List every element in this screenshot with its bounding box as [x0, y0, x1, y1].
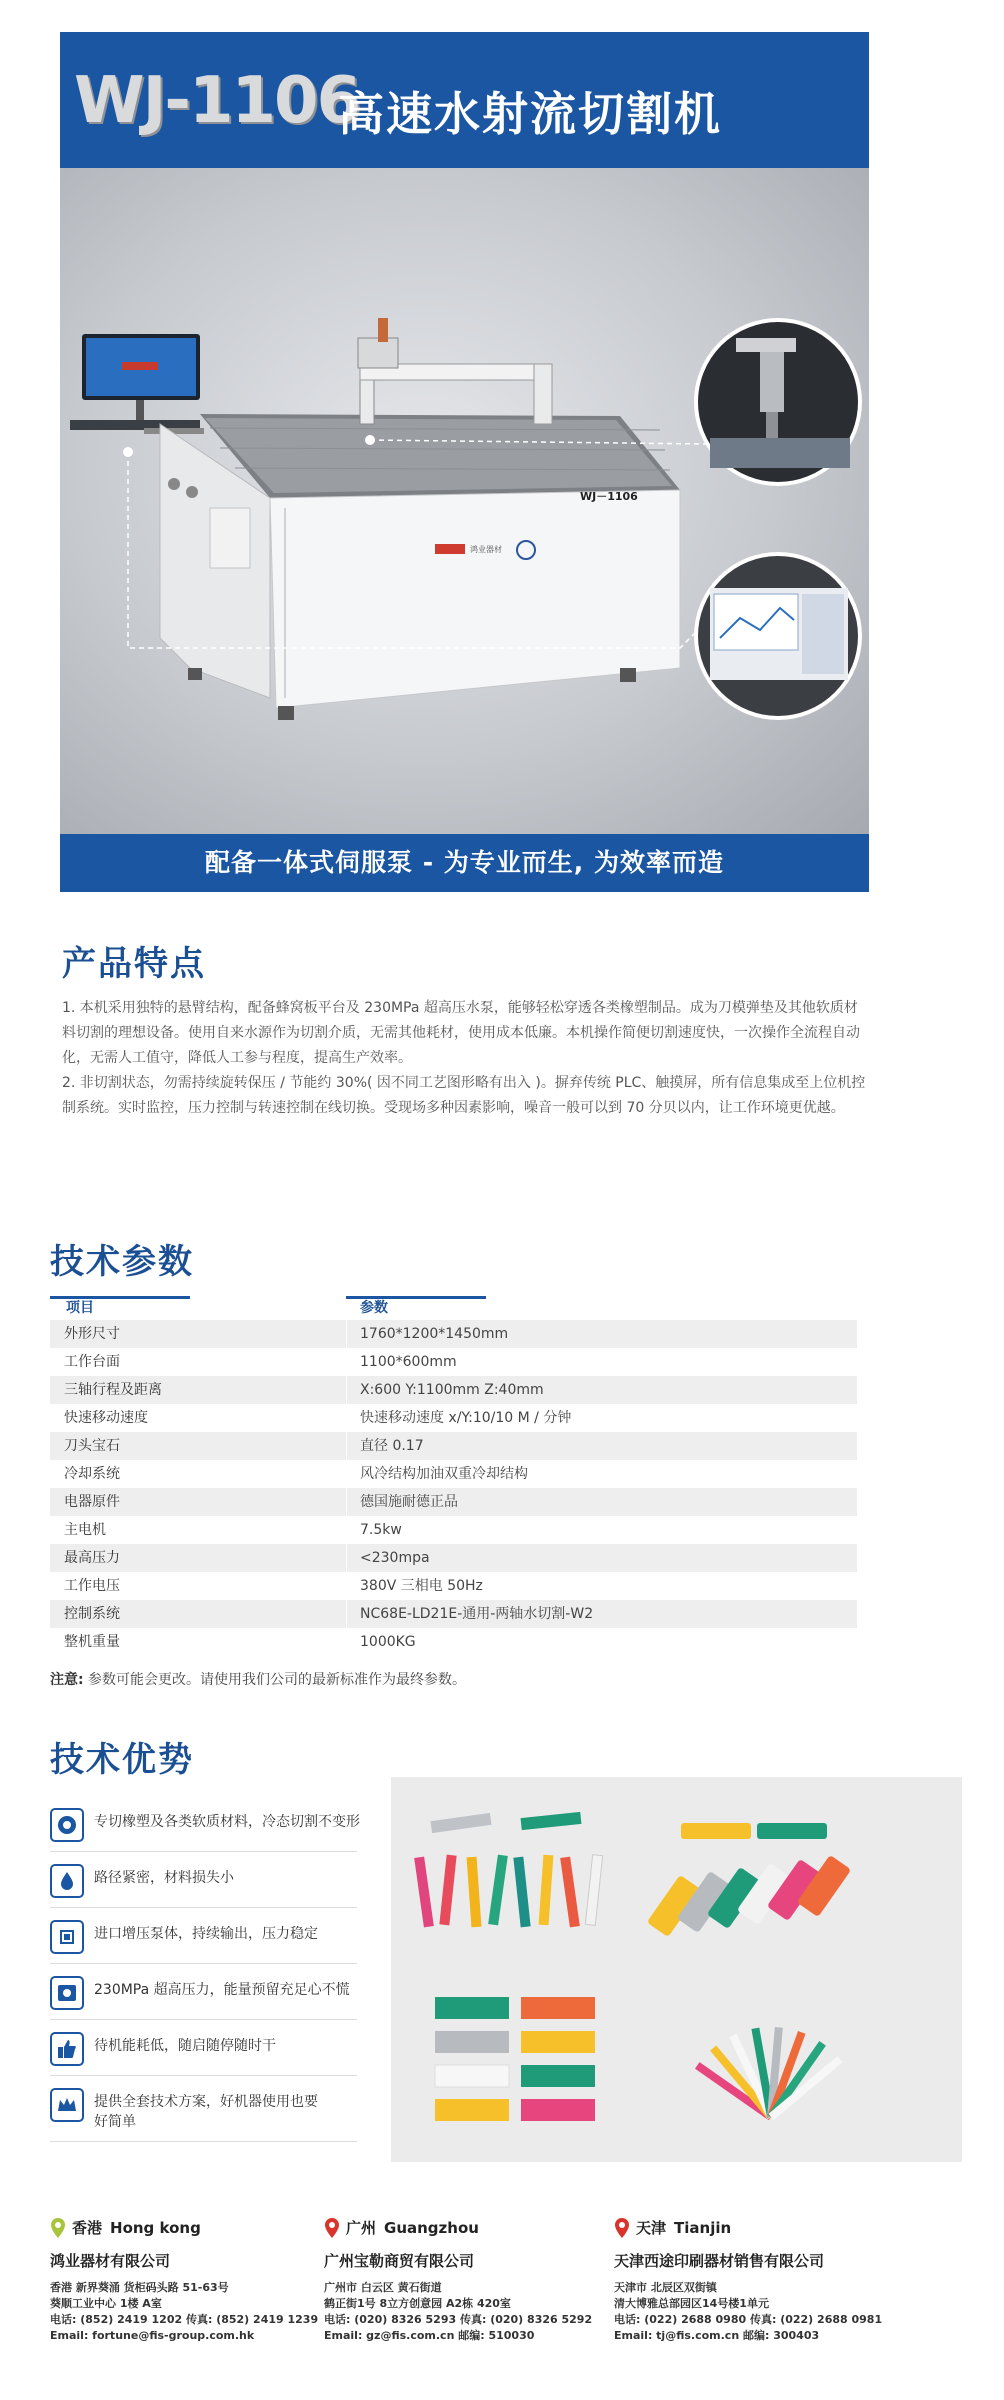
sample-products-image [391, 1777, 962, 2162]
advantage-text: 提供全套技术方案，好机器使用也要好简单 [94, 2094, 318, 2130]
table-row [50, 1628, 857, 1656]
spec-key: 最高压力 [64, 1550, 120, 1566]
city-name: 广州 [346, 2219, 377, 2237]
spec-key: 电器原件 [64, 1494, 120, 1510]
table-row [50, 1376, 857, 1404]
contact-line: Email: gz@fis.com.cn 邮编: 510030 [324, 2329, 535, 2342]
table-row [50, 1488, 857, 1516]
gear-icon [50, 1808, 84, 1842]
city-name-en: Hong kong [110, 2219, 201, 2237]
contact-line: 香港 新界葵涌 货柜码头路 51-63号 [50, 2281, 229, 2294]
table-row [50, 1320, 857, 1348]
spec-table-header [50, 1296, 857, 1320]
contact-line: 电话: (852) 2419 1202 传真: (852) 2419 1239 [50, 2313, 319, 2326]
water-drop-icon [50, 1864, 84, 1898]
spec-value: 1760*1200*1450mm [360, 1326, 509, 1342]
spec-col-param: 参数 [360, 1300, 388, 1316]
contact-line: 广州市 白云区 黄石街道 [324, 2281, 442, 2294]
office-city [324, 2216, 624, 2240]
advantage-text: 进口增压泵体，持续输出，压力稳定 [94, 1926, 318, 1942]
pressure-icon [50, 1976, 84, 2010]
feature-paragraph-2: 2. 非切割状态，勿需持续旋转保压 / 节能约 30%( 因不同工艺图形略有出入 )。摒弃传统 PLC、触摸屏，所有信息集成至上位机控制系统。实时监控，压力控制与转速控制在线切换。受现场多种因素影响，噪音一般可以到 70 分贝以内，让工作环境更优越。 [62, 1075, 866, 1116]
office-guangzhou [324, 2216, 624, 2344]
hero-header [60, 32, 869, 168]
spec-table [50, 1296, 857, 1656]
table-row [50, 1404, 857, 1432]
city-name-en: Guangzhou [384, 2219, 479, 2237]
office-hongkong [50, 2216, 350, 2344]
map-pin-icon [324, 2218, 340, 2238]
contact-line: Email: fortune@fis-group.com.hk [50, 2329, 255, 2342]
office-tianjin [614, 2216, 914, 2344]
list-item [50, 1796, 360, 1852]
spec-key: 外形尺寸 [64, 1326, 120, 1342]
hero-tagline: 配备一体式伺服泵 - 为专业而生, 为效率而造 [205, 848, 724, 877]
spec-col-item: 项目 [66, 1300, 94, 1316]
spec-value: <230mpa [360, 1550, 430, 1566]
advantages-title: 技术优势 [50, 1740, 194, 1780]
spec-value: 1000KG [360, 1634, 416, 1650]
spec-key: 主电机 [64, 1522, 106, 1538]
product-name: 高速水射流切割机 [338, 87, 722, 141]
advantage-text: 待机能耗低，随启随停随时干 [94, 2038, 276, 2054]
city-name: 香港 [72, 2219, 103, 2237]
spec-note-label: 注意: [50, 1672, 84, 1688]
list-item [50, 2076, 357, 2142]
chip-icon [50, 1920, 84, 1954]
spec-key: 整机重量 [64, 1634, 120, 1650]
advantage-text: 专切橡塑及各类软质材料，冷态切割不变形 [94, 1814, 360, 1830]
hero-banner [60, 32, 869, 892]
spec-value: 风冷结构加油双重冷却结构 [360, 1466, 528, 1482]
company-name: 鸿业器材有限公司 [50, 2252, 171, 2270]
spec-key: 三轴行程及距离 [64, 1382, 162, 1398]
office-city [614, 2216, 914, 2240]
spec-value: 7.5kw [360, 1522, 402, 1538]
office-contact [50, 2280, 350, 2344]
feature-paragraph-1: 1. 本机采用独特的悬臂结构，配备蜂窝板平台及 230MPa 超高压水泵，能够轻松穿透各类橡塑制品。成为刀模弹垫及其他软质材料切割的理想设备。使用自来水源作为切割介质，无需其他耗材，使用成本低廉。本机操作简便切割速度快，一次操作全流程自动化，无需人工值守，降低人工参与程度，提高生产效率。 [62, 1000, 860, 1066]
spec-value: 1100*600mm [360, 1354, 457, 1370]
advantages-list [50, 1796, 360, 2142]
contact-line: Email: tj@fis.com.cn 邮编: 300403 [614, 2329, 820, 2342]
contact-line: 清大博雅总部园区14号楼1单元 [614, 2297, 769, 2310]
spec-key: 工作电压 [64, 1578, 120, 1594]
hero-tagline-band [60, 834, 869, 892]
svg-text:鸿业器材: 鸿业器材 [470, 545, 502, 554]
office-contact [614, 2280, 914, 2344]
advantage-text: 230MPa 超高压力，能量预留充足心不慌 [94, 1982, 350, 1998]
spec-key: 快速移动速度 [64, 1410, 148, 1426]
spec-value: 德国施耐德正品 [360, 1494, 458, 1510]
contact-line: 鹤正街1号 8立方创意园 A2栋 420室 [324, 2297, 511, 2310]
features-title: 产品特点 [62, 944, 206, 984]
spec-value: 直径 0.17 [360, 1438, 424, 1454]
list-item [50, 1852, 357, 1908]
table-row [50, 1544, 857, 1572]
spec-key: 刀头宝石 [64, 1438, 120, 1454]
model-number: WJ-1106 [74, 64, 360, 138]
company-name: 广州宝勒商贸有限公司 [324, 2252, 475, 2270]
thumbs-up-icon [50, 2032, 84, 2066]
list-item [50, 2020, 357, 2076]
city-name-en: Tianjin [674, 2219, 732, 2237]
map-pin-icon [50, 2218, 66, 2238]
office-city [50, 2216, 350, 2240]
office-contact [324, 2280, 624, 2344]
spec-table-body [50, 1320, 857, 1656]
company-name: 天津西途印刷器材销售有限公司 [614, 2252, 825, 2270]
spec-key: 控制系统 [64, 1606, 120, 1622]
table-row [50, 1432, 857, 1460]
waterjet-machine-illustration [60, 168, 869, 834]
table-row [50, 1348, 857, 1376]
spec-value: 380V 三相电 50Hz [360, 1578, 483, 1594]
spec-note-text: 参数可能会更改。请使用我们公司的最新标准作为最终参数。 [83, 1672, 467, 1688]
city-name: 天津 [636, 2219, 667, 2237]
spec-value: 快速移动速度 x/Y:10/10 M / 分钟 [360, 1410, 572, 1426]
spec-value: X:600 Y:1100mm Z:40mm [360, 1382, 544, 1398]
contact-line: 天津市 北辰区双街镇 [614, 2281, 717, 2294]
list-item [50, 1964, 357, 2020]
contact-line: 电话: (022) 2688 0980 传真: (022) 2688 0981 [614, 2313, 883, 2326]
spec-key: 冷却系统 [64, 1466, 120, 1482]
table-row [50, 1460, 857, 1488]
list-item [50, 1908, 357, 1964]
table-row [50, 1516, 857, 1544]
contact-line: 电话: (020) 8326 5293 传真: (020) 8326 5292 [324, 2313, 593, 2326]
table-row [50, 1600, 857, 1628]
machine-photo [60, 168, 869, 834]
spec-key: 工作台面 [64, 1354, 120, 1370]
crown-icon [50, 2088, 84, 2122]
contact-line: 葵顺工业中心 1楼 A室 [50, 2297, 162, 2310]
spec-note [50, 1669, 466, 1689]
spec-title: 技术参数 [50, 1242, 194, 1282]
spec-value: NC68E-LD21E-通用-两轴水切割-W2 [360, 1606, 594, 1622]
features-body [62, 996, 870, 1121]
table-row [50, 1572, 857, 1600]
map-pin-icon [614, 2218, 630, 2238]
advantage-text: 路径紧密，材料损失小 [94, 1870, 234, 1886]
machine-plate: WJ－1106 [580, 490, 638, 503]
cut-samples-illustration [391, 1777, 962, 2162]
